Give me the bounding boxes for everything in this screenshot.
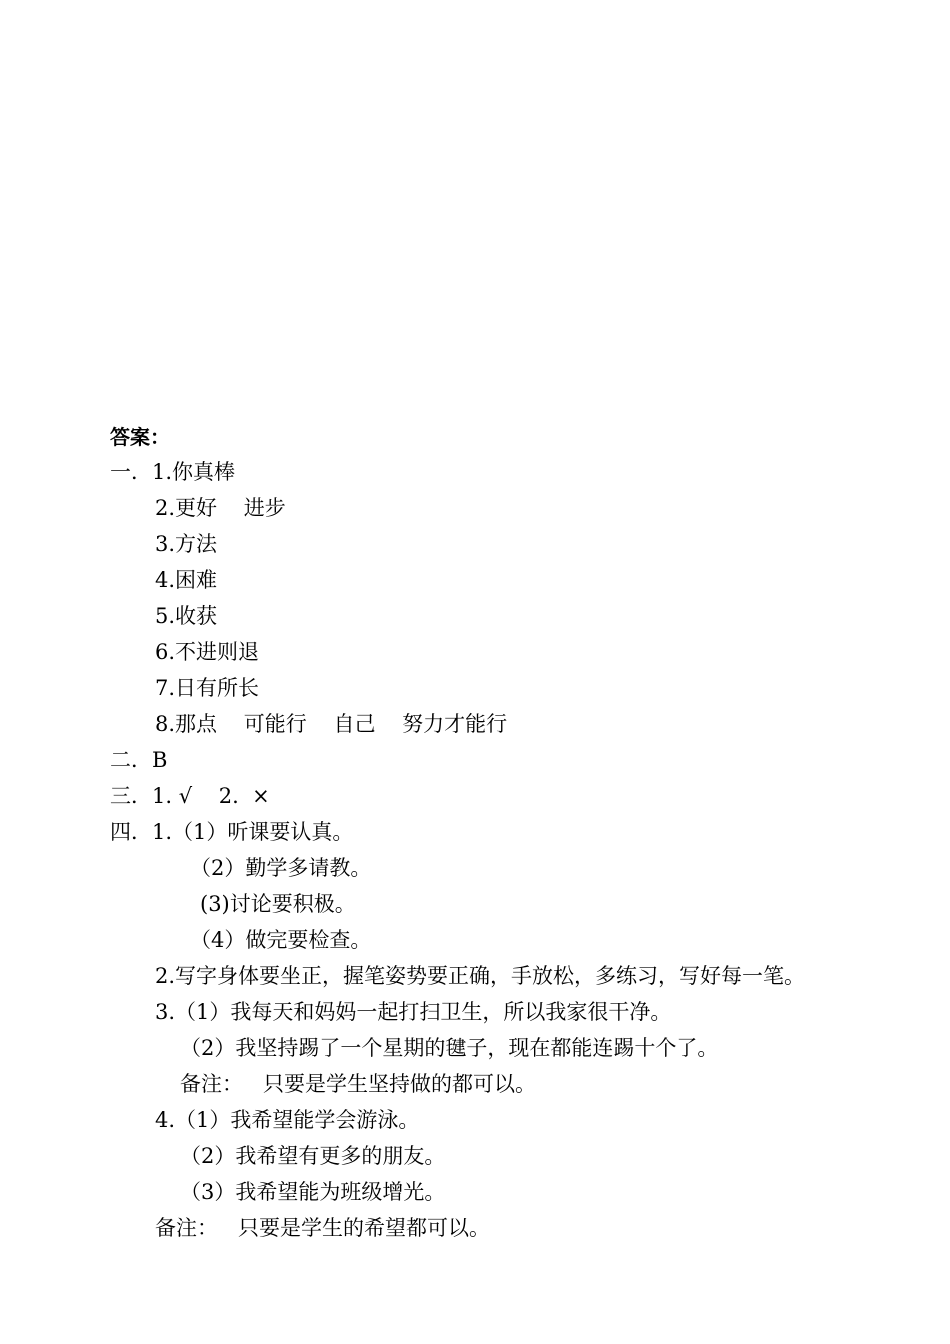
answer-line-4-4-note: 备注： 只要是学生的希望都可以。: [155, 1216, 491, 1240]
answer-line-1-2: 2.更好 进步: [155, 496, 286, 520]
answer-line-4-4-1: 4.（1）我希望能学会游泳。: [155, 1108, 420, 1132]
answer-line-2: 二．B: [110, 748, 168, 772]
answer-line-1-7: 7.日有所长: [155, 676, 260, 700]
answer-line-4-3-2: （2）我坚持踢了一个星期的毽子，现在都能连踢十个了。: [180, 1036, 719, 1060]
answers-heading: 答案：: [110, 425, 170, 449]
answer-line-1-8: 8.那点 可能行 自己 努力才能行: [155, 712, 508, 736]
answer-line-1-5: 5.收获: [155, 604, 218, 628]
answer-line-4-1-1: 四．1.（1）听课要认真。: [110, 820, 354, 844]
answer-line-4-3-note: 备注： 只要是学生坚持做的都可以。: [180, 1072, 537, 1096]
answer-line-1-6: 6.不进则退: [155, 640, 260, 664]
answer-line-1-4: 4.困难: [155, 568, 218, 592]
answer-line-4-4-2: （2）我希望有更多的朋友。: [180, 1144, 446, 1168]
answer-line-1-3: 3.方法: [155, 532, 218, 556]
answer-line-4-3-1: 3.（1）我每天和妈妈一起打扫卫生，所以我家很干净。: [155, 1000, 672, 1024]
answer-line-4-1-2: （2）勤学多请教。: [190, 856, 372, 880]
answer-line-1-1: 一．1.你真棒: [110, 460, 236, 484]
answer-line-4-2: 2.写字身体要坐正，握笔姿势要正确，手放松，多练习，写好每一笔。: [155, 964, 806, 988]
answer-line-3: 三．1. √ 2. ×: [110, 784, 270, 808]
answer-line-4-1-4: （4）做完要检查。: [190, 928, 372, 952]
answer-line-4-4-3: （3）我希望能为班级增光。: [180, 1180, 446, 1204]
answer-line-4-1-3: (3)讨论要积极。: [200, 892, 356, 916]
